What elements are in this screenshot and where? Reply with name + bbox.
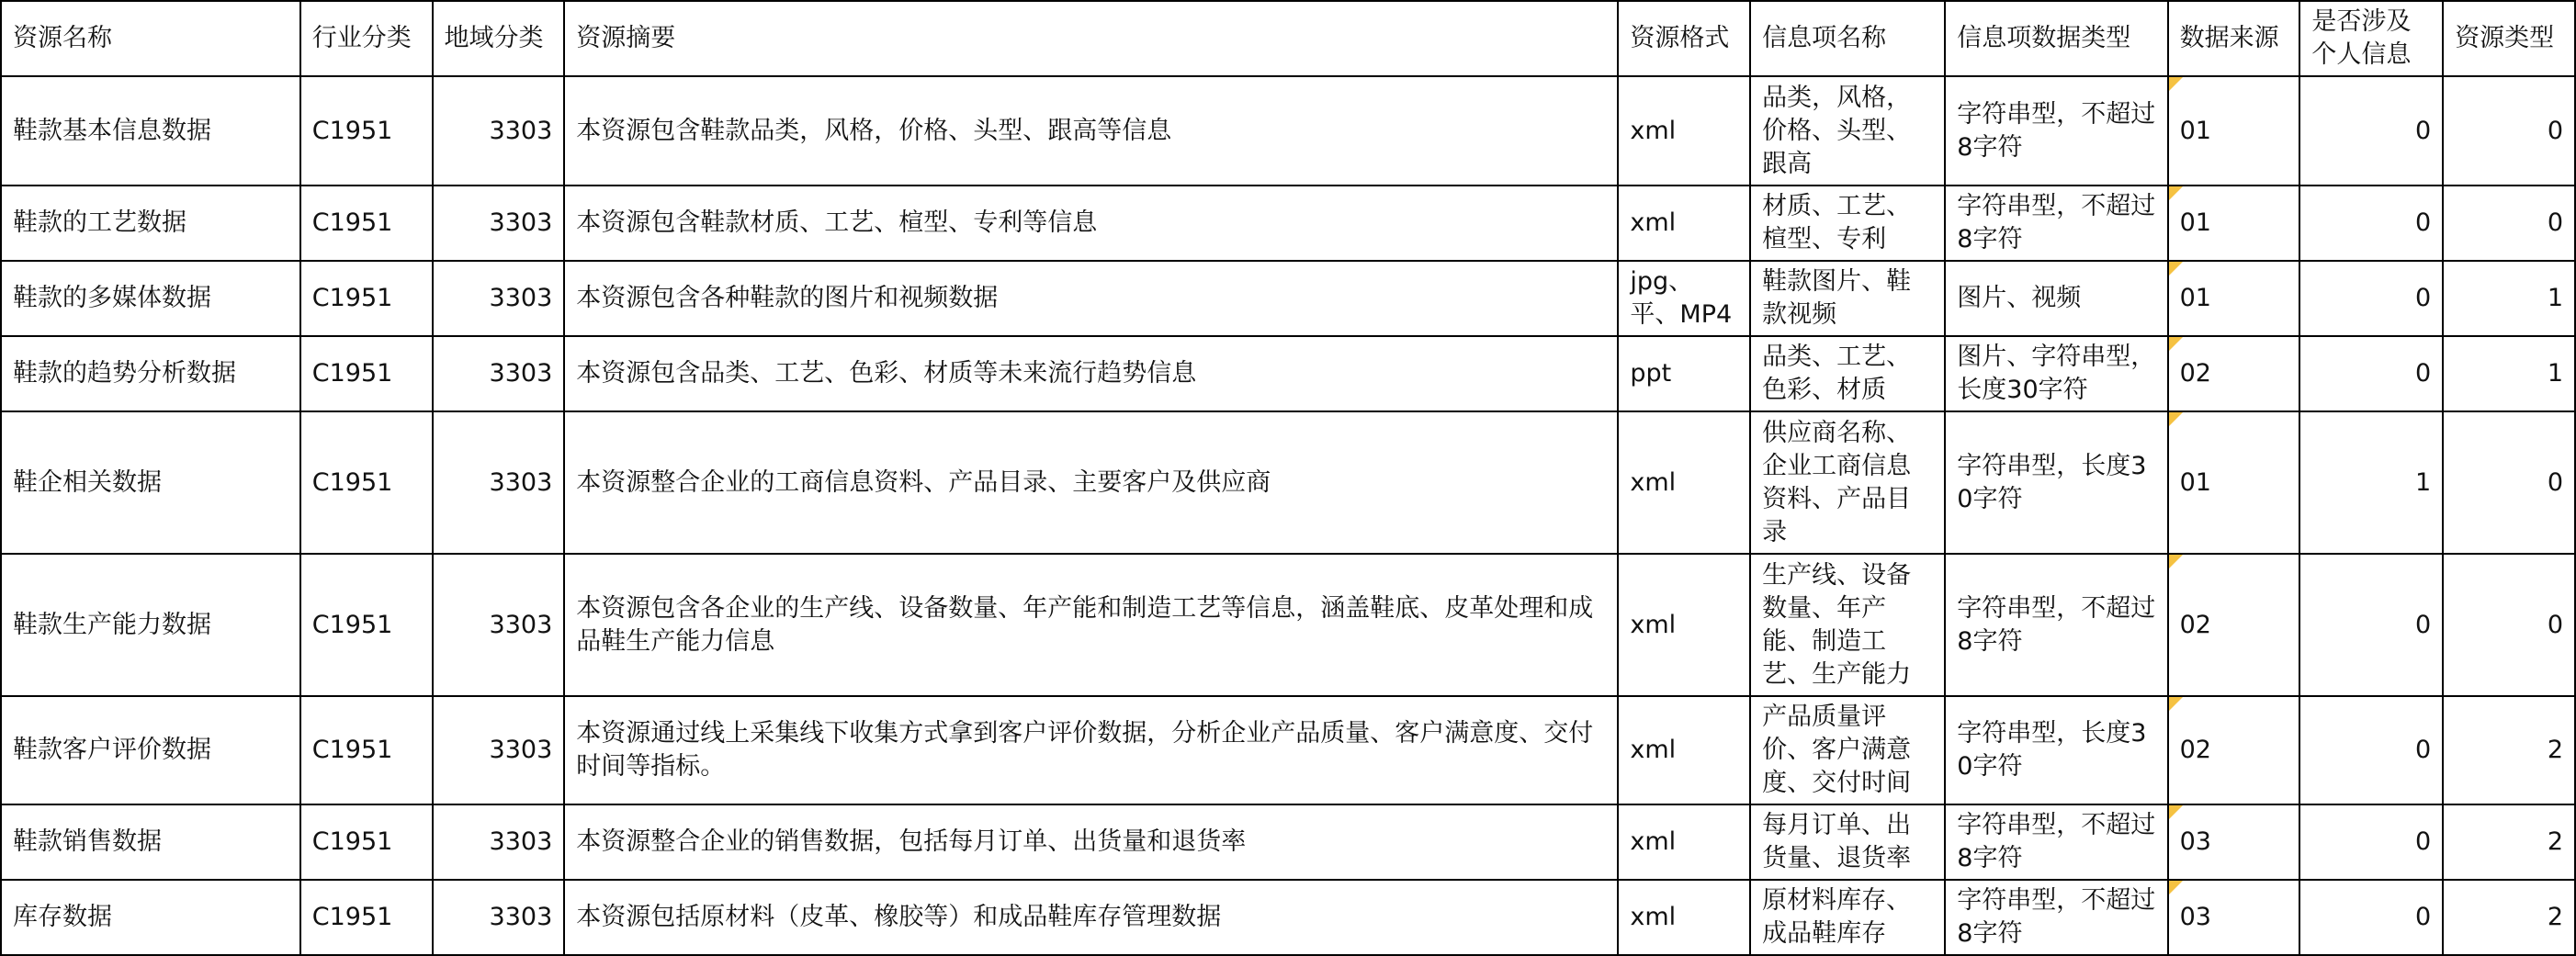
info-items-cell[interactable] — [1750, 880, 1945, 955]
table-row — [1, 554, 2575, 696]
cell-text: 本资源包含品类、工艺、色彩、材质等未来流行趋势信息 — [576, 359, 1197, 388]
cell-text: C1951 — [311, 827, 393, 856]
format-cell[interactable] — [1618, 804, 1750, 880]
data-source-cell[interactable] — [2168, 804, 2300, 880]
cell-text: 02 — [2179, 359, 2211, 388]
info-items-cell[interactable] — [1750, 76, 1945, 186]
resource-type-cell[interactable] — [2443, 411, 2575, 554]
cell-text: xml — [1630, 827, 1677, 856]
format-cell[interactable] — [1618, 554, 1750, 696]
cell-text: C1951 — [311, 208, 393, 237]
cell-text: xml — [1630, 116, 1677, 145]
header-cell[interactable]: 资源摘要 — [564, 1, 1618, 76]
cell-text: 02 — [2179, 610, 2211, 639]
format-cell[interactable] — [1618, 880, 1750, 955]
info-items-cell[interactable] — [1750, 336, 1945, 411]
cell-text: xml — [1630, 208, 1677, 237]
comment-indicator-icon — [2169, 77, 2183, 91]
cell-text: 3303 — [489, 827, 553, 856]
cell-text: 鞋款生产能力数据 — [13, 610, 211, 639]
cell-text: 鞋企相关数据 — [13, 467, 162, 497]
cell-text: 本资源整合企业的工商信息资料、产品目录、主要客户及供应商 — [576, 467, 1271, 497]
cell-text: 3303 — [489, 903, 553, 931]
cell-text: 3303 — [489, 736, 553, 764]
industry-code-cell[interactable] — [300, 261, 433, 336]
comment-indicator-icon — [2169, 805, 2183, 819]
cell-text: 本资源包含各企业的生产线、设备数量、年产能和制造工艺等信息，涵盖鞋底、皮革处理和成品鞋生产能力信息 — [576, 593, 1594, 656]
resource-type-cell[interactable] — [2443, 186, 2575, 261]
region-code-cell[interactable] — [433, 261, 565, 336]
comment-indicator-icon — [2169, 555, 2183, 568]
cell-text: C1951 — [311, 284, 393, 312]
cell-text: 0 — [2415, 903, 2432, 931]
cell-text: 鞋款基本信息数据 — [13, 116, 211, 145]
cell-text: 3303 — [489, 610, 553, 639]
industry-code-cell[interactable] — [300, 696, 433, 804]
resource-name-cell[interactable] — [1, 880, 300, 955]
info-items-cell[interactable] — [1750, 804, 1945, 880]
cell-text: xml — [1630, 467, 1677, 497]
data-source-cell[interactable] — [2168, 186, 2300, 261]
comment-indicator-icon — [2169, 262, 2183, 276]
resource-name-cell[interactable] — [1, 411, 300, 554]
cell-text: 0 — [2547, 610, 2563, 639]
cell-text: 1 — [2547, 284, 2563, 312]
info-item-type-cell[interactable] — [1945, 804, 2167, 880]
cell-text: 字符串型，不超过8字符 — [1957, 593, 2156, 656]
table-row — [1, 804, 2575, 880]
cell-text: xml — [1630, 610, 1677, 639]
region-code-cell[interactable] — [433, 880, 565, 955]
cell-text: 本资源整合企业的销售数据，包括每月订单、出货量和退货率 — [576, 827, 1247, 856]
cell-text: 0 — [2415, 610, 2432, 639]
cell-text: 材质、工艺、楦型、专利 — [1762, 192, 1912, 253]
resource-name-cell[interactable] — [1, 336, 300, 411]
comment-indicator-icon — [2169, 881, 2183, 894]
industry-code-cell[interactable] — [300, 880, 433, 955]
cell-text: 鞋款的多媒体数据 — [13, 284, 211, 312]
format-cell[interactable] — [1618, 336, 1750, 411]
cell-text: xml — [1630, 903, 1677, 931]
header-cell[interactable]: 资源类型 — [2443, 1, 2575, 76]
cell-text: 品类、工艺、色彩、材质 — [1762, 343, 1912, 404]
header-cell[interactable]: 信息项名称 — [1750, 1, 1945, 76]
data-source-cell[interactable] — [2168, 261, 2300, 336]
header-cell[interactable]: 地域分类 — [433, 1, 565, 76]
industry-code-cell[interactable] — [300, 76, 433, 186]
header-cell[interactable]: 数据来源 — [2168, 1, 2300, 76]
resource-name-cell[interactable] — [1, 186, 300, 261]
summary-cell[interactable] — [564, 336, 1618, 411]
industry-code-cell[interactable] — [300, 554, 433, 696]
cell-text: 原材料库存、成品鞋库存 — [1762, 886, 1912, 948]
cell-text: 01 — [2179, 116, 2211, 145]
table-row — [1, 336, 2575, 411]
resource-name-cell[interactable] — [1, 696, 300, 804]
resource-type-cell[interactable] — [2443, 261, 2575, 336]
header-cell[interactable]: 资源格式 — [1618, 1, 1750, 76]
info-items-cell[interactable] — [1750, 554, 1945, 696]
cell-text: 生产线、设备数量、年产能、制造工艺、生产能力 — [1762, 560, 1912, 689]
cell-text: 3303 — [489, 208, 553, 237]
cell-text: 01 — [2179, 284, 2211, 312]
cell-text: jpg、平、MP4 — [1630, 267, 1733, 329]
resource-type-cell[interactable] — [2443, 554, 2575, 696]
cell-text: 鞋款的趋势分析数据 — [13, 359, 236, 388]
header-cell[interactable]: 是否涉及 个人信息 — [2299, 1, 2443, 76]
resource-type-cell[interactable] — [2443, 336, 2575, 411]
cell-text: 3303 — [489, 284, 553, 312]
cell-text: 字符串型，不超过8字符 — [1957, 886, 2156, 948]
cell-text: ppt — [1630, 359, 1672, 388]
table-row — [1, 261, 2575, 336]
cell-text: 0 — [2547, 116, 2563, 145]
cell-text: 本资源包含鞋款材质、工艺、楦型、专利等信息 — [576, 208, 1098, 237]
format-cell[interactable] — [1618, 696, 1750, 804]
cell-text: C1951 — [311, 467, 393, 497]
cell-text: 供应商名称、企业工商信息资料、产品目录 — [1762, 418, 1912, 546]
personal-info-cell[interactable] — [2299, 696, 2443, 804]
personal-info-cell[interactable] — [2299, 411, 2443, 554]
region-code-cell[interactable] — [433, 186, 565, 261]
personal-info-cell[interactable] — [2299, 336, 2443, 411]
personal-info-cell[interactable] — [2299, 76, 2443, 186]
cell-text: 本资源包含各种鞋款的图片和视频数据 — [576, 284, 999, 312]
table-row — [1, 411, 2575, 554]
cell-text: C1951 — [311, 903, 393, 931]
cell-text: 3303 — [489, 467, 553, 497]
data-source-cell[interactable] — [2168, 76, 2300, 186]
cell-text: C1951 — [311, 116, 393, 145]
cell-text: 02 — [2179, 736, 2211, 764]
personal-info-cell[interactable] — [2299, 804, 2443, 880]
cell-text: 鞋款图片、鞋款视频 — [1762, 267, 1912, 329]
cell-text: 本资源包括原材料（皮革、橡胶等）和成品鞋库存管理数据 — [576, 903, 1222, 931]
info-item-type-cell[interactable] — [1945, 186, 2167, 261]
cell-text: 鞋款的工艺数据 — [13, 208, 186, 237]
summary-cell[interactable] — [564, 696, 1618, 804]
data-source-cell[interactable] — [2168, 336, 2300, 411]
cell-text: C1951 — [311, 610, 393, 639]
resource-name-cell[interactable] — [1, 76, 300, 186]
region-code-cell[interactable] — [433, 336, 565, 411]
summary-cell[interactable] — [564, 186, 1618, 261]
comment-indicator-icon — [2169, 697, 2183, 711]
personal-info-cell[interactable] — [2299, 880, 2443, 955]
table-row — [1, 696, 2575, 804]
summary-cell[interactable] — [564, 411, 1618, 554]
cell-text: C1951 — [311, 359, 393, 388]
cell-text: 0 — [2547, 467, 2563, 497]
cell-text: 01 — [2179, 208, 2211, 237]
industry-code-cell[interactable] — [300, 336, 433, 411]
cell-text: 字符串型，长度30字符 — [1957, 719, 2147, 781]
cell-text: 0 — [2547, 208, 2563, 237]
cell-text: 03 — [2179, 903, 2211, 931]
data-source-cell[interactable] — [2168, 554, 2300, 696]
summary-cell[interactable] — [564, 554, 1618, 696]
data-source-cell[interactable] — [2168, 411, 2300, 554]
table-row — [1, 186, 2575, 261]
cell-text: 2 — [2547, 903, 2563, 931]
comment-indicator-icon — [2169, 412, 2183, 426]
info-item-type-cell[interactable] — [1945, 554, 2167, 696]
cell-text: 产品质量评价、客户满意度、交付时间 — [1762, 703, 1912, 797]
summary-cell[interactable] — [564, 804, 1618, 880]
info-item-type-cell[interactable] — [1945, 261, 2167, 336]
format-cell[interactable] — [1618, 261, 1750, 336]
region-code-cell[interactable] — [433, 554, 565, 696]
resource-type-cell[interactable] — [2443, 804, 2575, 880]
comment-indicator-icon — [2169, 337, 2183, 351]
cell-text: 0 — [2415, 116, 2432, 145]
format-cell[interactable] — [1618, 186, 1750, 261]
personal-info-cell[interactable] — [2299, 186, 2443, 261]
cell-text: 1 — [2415, 467, 2432, 497]
cell-text: 每月订单、出货量、退货率 — [1762, 811, 1912, 872]
header-row — [1, 1, 2575, 76]
info-items-cell[interactable] — [1750, 696, 1945, 804]
cell-text: C1951 — [311, 736, 393, 764]
cell-text: 品类，风格，价格、头型、跟高 — [1762, 83, 1912, 178]
header-cell[interactable]: 资源名称 — [1, 1, 300, 76]
cell-text: 本资源通过线上采集线下收集方式拿到客户评价数据，分析企业产品质量、客户满意度、交付时间等指标。 — [576, 719, 1594, 781]
header-cell[interactable]: 行业分类 — [300, 1, 433, 76]
cell-text: 2 — [2547, 827, 2563, 856]
cell-text: 字符串型，不超过8字符 — [1957, 99, 2156, 162]
personal-info-cell[interactable] — [2299, 261, 2443, 336]
personal-info-cell[interactable] — [2299, 554, 2443, 696]
table-row — [1, 76, 2575, 186]
summary-cell[interactable] — [564, 261, 1618, 336]
resource-type-cell[interactable] — [2443, 76, 2575, 186]
cell-text: 图片、视频 — [1957, 284, 2082, 312]
info-items-cell[interactable] — [1750, 411, 1945, 554]
region-code-cell[interactable] — [433, 804, 565, 880]
cell-text: 0 — [2415, 208, 2432, 237]
info-items-cell[interactable] — [1750, 261, 1945, 336]
region-code-cell[interactable] — [433, 696, 565, 804]
data-source-cell[interactable] — [2168, 696, 2300, 804]
format-cell[interactable] — [1618, 411, 1750, 554]
info-item-type-cell[interactable] — [1945, 880, 2167, 955]
cell-text: 3303 — [489, 116, 553, 145]
industry-code-cell[interactable] — [300, 186, 433, 261]
resource-name-cell[interactable] — [1, 554, 300, 696]
cell-text: 图片、字符串型，长度30字符 — [1957, 343, 2156, 404]
info-item-type-cell[interactable] — [1945, 411, 2167, 554]
info-item-type-cell[interactable] — [1945, 76, 2167, 186]
summary-cell[interactable] — [564, 76, 1618, 186]
industry-code-cell[interactable] — [300, 804, 433, 880]
resource-type-cell[interactable] — [2443, 696, 2575, 804]
resource-name-cell[interactable] — [1, 261, 300, 336]
cell-text: 0 — [2415, 736, 2432, 764]
comment-indicator-icon — [2169, 186, 2183, 200]
info-item-type-cell[interactable] — [1945, 336, 2167, 411]
info-items-cell[interactable] — [1750, 186, 1945, 261]
cell-text: 03 — [2179, 827, 2211, 856]
resource-type-cell[interactable] — [2443, 880, 2575, 955]
cell-text: 鞋款客户评价数据 — [13, 736, 211, 764]
cell-text: 0 — [2415, 359, 2432, 388]
cell-text: 鞋款销售数据 — [13, 827, 162, 856]
cell-text: 3303 — [489, 359, 553, 388]
header-cell[interactable]: 信息项数据类型 — [1945, 1, 2167, 76]
cell-text: 字符串型，长度30字符 — [1957, 451, 2147, 513]
info-item-type-cell[interactable] — [1945, 696, 2167, 804]
region-code-cell[interactable] — [433, 76, 565, 186]
data-source-cell[interactable] — [2168, 880, 2300, 955]
summary-cell[interactable] — [564, 880, 1618, 955]
cell-text: 库存数据 — [13, 903, 112, 931]
cell-text: 0 — [2415, 284, 2432, 312]
industry-code-cell[interactable] — [300, 411, 433, 554]
cell-text: 字符串型，不超过8字符 — [1957, 811, 2156, 872]
cell-text: xml — [1630, 736, 1677, 764]
format-cell[interactable] — [1618, 76, 1750, 186]
cell-text: 2 — [2547, 736, 2563, 764]
region-code-cell[interactable] — [433, 411, 565, 554]
cell-text: 本资源包含鞋款品类，风格，价格、头型、跟高等信息 — [576, 116, 1172, 145]
cell-text: 1 — [2547, 359, 2563, 388]
cell-text: 字符串型，不超过8字符 — [1957, 192, 2156, 253]
table-row — [1, 880, 2575, 955]
cell-text: 01 — [2179, 467, 2211, 497]
resource-name-cell[interactable] — [1, 804, 300, 880]
cell-text: 0 — [2415, 827, 2432, 856]
